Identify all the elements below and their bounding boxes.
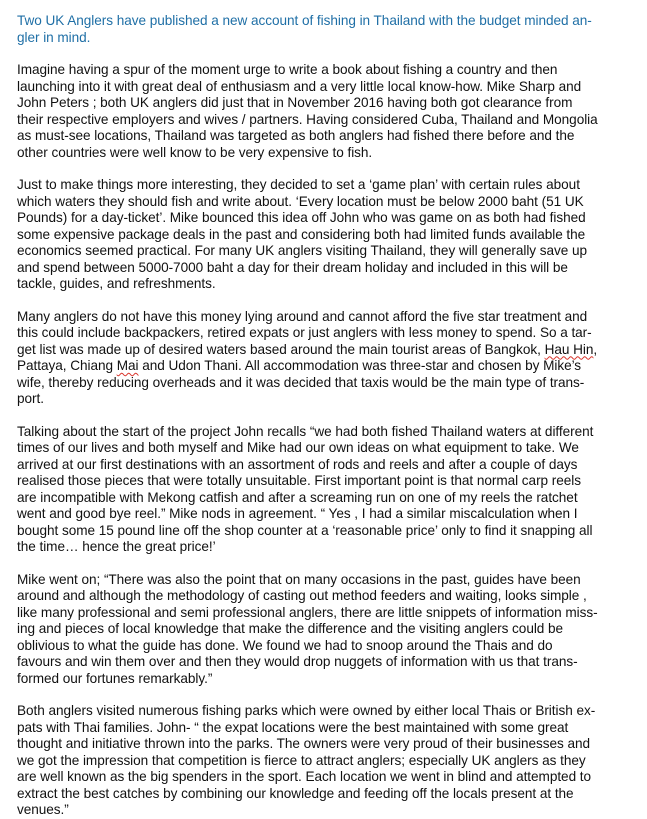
- paragraph-2: [17, 177, 643, 293]
- heading-line: gler in mind.: [17, 29, 91, 45]
- text-line: ing and pieces of local knowledge that make the difference and the visiting anglers could be: [17, 621, 564, 636]
- text-line: other countries were well know to be very expensive to fish.: [17, 144, 373, 160]
- paragraph-3: [17, 309, 643, 408]
- paragraph-1: [17, 62, 643, 161]
- text-line: went and good bye reel.” Mike nods in agreement. “ Yes , I had a similar miscalculation when I: [17, 506, 578, 521]
- text-line: Both anglers visited numerous fishing parks which were owned by either local Thais or British ex-: [17, 703, 596, 718]
- text-line: which waters they should fish and write about. ‘Every location must be below 2000 baht (51 UK: [17, 193, 584, 209]
- text-line: favours and win them over and then they would drop nuggets of information with us that trans-: [17, 654, 578, 669]
- text-line: around and although the methodology of casting out method feeders and waiting, looks simple ,: [17, 588, 587, 603]
- document-body: [17, 0, 643, 819]
- text-line: we got the impression that competition is fierce to attract anglers; especially UK anglers as they: [17, 752, 586, 768]
- text-line: wife, thereby reducing overheads and it was decided that taxis would be the main type of trans-: [17, 374, 585, 390]
- text-line: extract the best catches by combining our knowledge and feeding off the locals present at the: [17, 785, 574, 801]
- text-line: oblivious to what the guide has done. We found we had to snoop around the Thais and do: [17, 637, 553, 653]
- text-line: Pattaya, Chiang Mai and Udon Thani. All accommodation was three-star and chosen by Mike’s: [17, 358, 582, 373]
- text-line: port.: [17, 391, 44, 406]
- text-line: John Peters ; both UK anglers did just that in November 2016 having both got clearance from: [17, 95, 573, 110]
- text-line: this could include backpackers, retired expats or just anglers with less money to spend. So a tar-: [17, 325, 592, 340]
- paragraph-5: [17, 572, 643, 688]
- text-line: Imagine having a spur of the moment urge to write a book about fishing a country and then: [17, 62, 558, 77]
- text-line: venues.”: [17, 802, 69, 817]
- paragraph-6: [17, 703, 643, 819]
- text-line: as must-see locations, Thailand was targeted as both anglers had fished there before and the: [17, 128, 575, 143]
- text-line: realised those pieces that were totally unsuitable. First important point is that normal carp reels: [17, 473, 581, 488]
- text-line: Just to make things more interesting, they decided to set a ‘game plan’ with certain rules about: [17, 177, 580, 192]
- text-line: their respective employers and wives / partners. Having considered Cuba, Thailand and Mongolia: [17, 111, 598, 127]
- text-line: tackle, guides, and refreshments.: [17, 276, 216, 291]
- text-line: are well known as the big spenders in the sport. Each location we went in blind and attempted to: [17, 769, 592, 784]
- paragraph-4: [17, 424, 643, 556]
- text-line: thought and initiative thrown into the parks. The owners were very proud of their businesses and: [17, 736, 591, 751]
- text-line: times of our lives and both myself and Mike had our own ideas on what equipment to take. We: [17, 440, 579, 455]
- text-line: like many professional and semi professional anglers, there are little snippets of information miss-: [17, 604, 598, 620]
- text-line: and spend between 5000-7000 baht a day for their dream holiday and included in this will be: [17, 259, 568, 275]
- text-line: economics seemed practical. For many UK anglers visiting Thailand, they will generally save up: [17, 243, 588, 258]
- text-line: Many anglers do not have this money lying around and cannot afford the five star treatment and: [17, 308, 588, 324]
- text-line: launching into it with great deal of enthusiasm and a very little local know-how. Mike Sharp and: [17, 78, 582, 94]
- heading-line: Two UK Anglers have published a new account of fishing in Thailand with the budget minded an-: [17, 13, 592, 28]
- text-line: Pounds) for a day-ticket’. Mike bounced this idea off John who was game on as both had fished: [17, 210, 586, 225]
- article-heading: [17, 13, 643, 46]
- text-line: the time… hence the great price!’: [17, 539, 216, 554]
- text-line: some expensive package deals in the past and considering both had limited funds available the: [17, 226, 586, 242]
- text-line: Mike went on; “There was also the point that on many occasions in the past, guides have been: [17, 571, 581, 587]
- text-line: get list was made up of desired waters based around the main tourist areas of Bangkok, Hau Hin,: [17, 341, 598, 357]
- text-line: bought some 15 pound line off the shop counter at a ‘reasonable price’ only to find it snapping all: [17, 522, 593, 538]
- text-line: pats with Thai families. John- “ the expat locations were the best maintained with some great: [17, 719, 569, 735]
- text-line: Talking about the start of the project John recalls “we had both fished Thailand waters at different: [17, 423, 594, 439]
- text-line: formed our fortunes remarkably.”: [17, 670, 213, 686]
- text-line: are incompatible with Mekong catfish and after a screaming run on one of my reels the ratchet: [17, 489, 578, 505]
- text-line: arrived at our first destinations with an assortment of rods and reels and after a couple of days: [17, 456, 578, 472]
